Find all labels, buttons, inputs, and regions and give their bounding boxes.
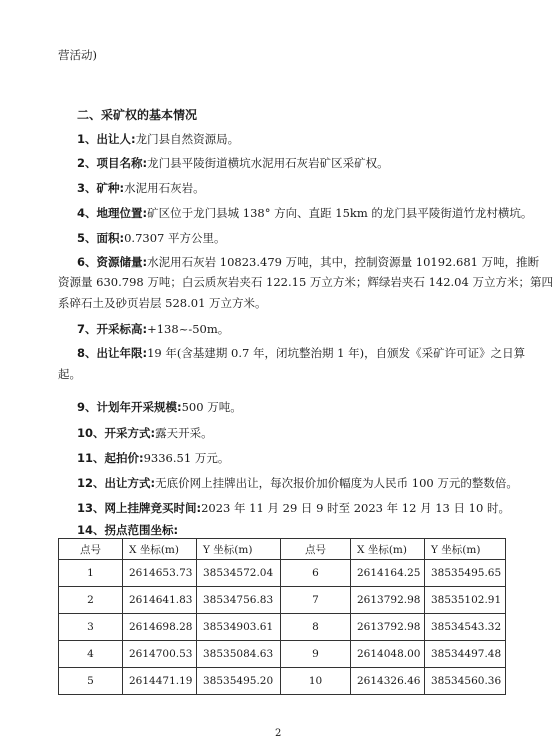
table-cell: 2614326.46 (351, 668, 425, 695)
table-cell: 38535495.65 (425, 560, 506, 587)
item-2-label: 2、项目名称: (77, 156, 148, 170)
item-9 (77, 399, 242, 415)
item-10-value: 露天开采。 (155, 426, 213, 440)
table-cell: 5 (59, 668, 123, 695)
header-x-1: X 坐标(m) (123, 539, 197, 560)
section-title: 二、采矿权的基本情况 (77, 108, 198, 122)
table-cell: 2614653.73 (123, 560, 197, 587)
table-cell: 38534497.48 (425, 641, 506, 668)
table-cell: 38534903.61 (197, 614, 281, 641)
item-7 (77, 321, 229, 337)
header-y-2: Y 坐标(m) (425, 539, 506, 560)
item-4-label: 4、地理位置: (77, 206, 148, 220)
table-cell: 7 (281, 587, 351, 614)
item-4-value: 矿区位于龙门县城 138° 方向、直距 15km 的龙门县平陵街道竹龙村横坑。 (147, 206, 533, 220)
item-12-value: 无底价网上挂牌出让，每次报价加价幅度为人民币 100 万元的整数倍。 (155, 476, 518, 490)
header-y-1: Y 坐标(m) (197, 539, 281, 560)
table-cell: 2614048.00 (351, 641, 425, 668)
table-cell: 6 (281, 560, 351, 587)
item-2-value: 龙门县平陵街道横坑水泥用石灰岩矿区采矿权。 (147, 156, 389, 170)
item-13-value: 2023 年 11 月 29 日 9 时至 2023 年 12 月 13 日 10 时。 (201, 501, 510, 515)
table-row (59, 587, 506, 614)
item-13 (77, 500, 510, 516)
table-header-row (59, 539, 506, 560)
table-cell: 38534543.32 (425, 614, 506, 641)
table-cell: 3 (59, 614, 123, 641)
item-11-label: 11、起拍价: (77, 451, 144, 465)
item-1-value: 龙门县自然资源局。 (135, 132, 240, 146)
item-12 (77, 475, 518, 491)
table-row (59, 641, 506, 668)
table-cell: 38535102.91 (425, 587, 506, 614)
table-cell: 2614471.19 (123, 668, 197, 695)
item-5 (77, 230, 226, 246)
item-14 (77, 522, 178, 538)
item-8-continuation: 起。 (58, 367, 81, 381)
table-cell: 38534572.04 (197, 560, 281, 587)
item-10 (77, 425, 213, 441)
item-13-label: 13、网上挂牌竞买时间: (77, 501, 202, 515)
table-cell: 2 (59, 587, 123, 614)
table-cell: 2614641.83 (123, 587, 197, 614)
item-9-value: 500 万吨。 (181, 400, 242, 414)
header-point-2: 点号 (281, 539, 351, 560)
table-cell: 38535495.20 (197, 668, 281, 695)
table-cell: 2614164.25 (351, 560, 425, 587)
item-3 (77, 180, 205, 196)
table-cell: 38534560.36 (425, 668, 506, 695)
item-5-value: 0.7307 平方公里。 (124, 231, 226, 245)
item-11 (77, 450, 229, 466)
header-x-2: X 坐标(m) (351, 539, 425, 560)
item-14-label: 14、拐点范围坐标: (77, 523, 179, 537)
top-fragment: 营活动) (58, 48, 97, 62)
table-row (59, 560, 506, 587)
table-cell: 38535084.63 (197, 641, 281, 668)
item-2 (77, 155, 389, 171)
item-11-value: 9336.51 万元。 (143, 451, 230, 465)
item-1 (77, 131, 239, 147)
item-7-label: 7、开采标高: (77, 322, 148, 336)
table-cell: 4 (59, 641, 123, 668)
item-6-value: 水泥用石灰岩 10823.479 万吨，其中，控制资源量 10192.681 万吨，推断 (147, 255, 540, 269)
table-cell: 2613792.98 (351, 614, 425, 641)
table-cell: 8 (281, 614, 351, 641)
item-6 (77, 254, 539, 270)
table-row (59, 614, 506, 641)
item-8-value: 19 年(含基建期 0.7 年，闭坑整治期 1 年)，自颁发《采矿许可证》之日算 (147, 346, 526, 360)
table-row (59, 668, 506, 695)
table-cell: 2613792.98 (351, 587, 425, 614)
table-cell: 38534756.83 (197, 587, 281, 614)
item-6-label: 6、资源储量: (77, 255, 148, 269)
item-8-label: 8、出让年限: (77, 346, 148, 360)
table-cell: 1 (59, 560, 123, 587)
item-1-label: 1、出让人: (77, 132, 136, 146)
item-12-label: 12、出让方式: (77, 476, 156, 490)
item-5-label: 5、面积: (77, 231, 125, 245)
header-point-1: 点号 (59, 539, 123, 560)
item-6-continuation-2: 系碎石土及砂页岩层 528.01 万立方米。 (58, 296, 267, 310)
coordinates-table (58, 538, 506, 695)
table-cell: 2614698.28 (123, 614, 197, 641)
item-3-value: 水泥用石灰岩。 (124, 181, 205, 195)
table-cell: 9 (281, 641, 351, 668)
page-number: 2 (275, 728, 282, 739)
item-3-label: 3、矿种: (77, 181, 125, 195)
table-cell: 10 (281, 668, 351, 695)
item-8 (77, 345, 525, 361)
item-7-value: +138~-50m。 (147, 322, 230, 336)
item-10-label: 10、开采方式: (77, 426, 156, 440)
item-9-label: 9、计划年开采规模: (77, 400, 182, 414)
item-4 (77, 205, 532, 221)
item-6-continuation-1: 资源量 630.798 万吨；白云质灰岩夹石 122.15 万立方米；辉绿岩夹石 142.04 万立方米；第四 (58, 275, 553, 289)
table-cell: 2614700.53 (123, 641, 197, 668)
